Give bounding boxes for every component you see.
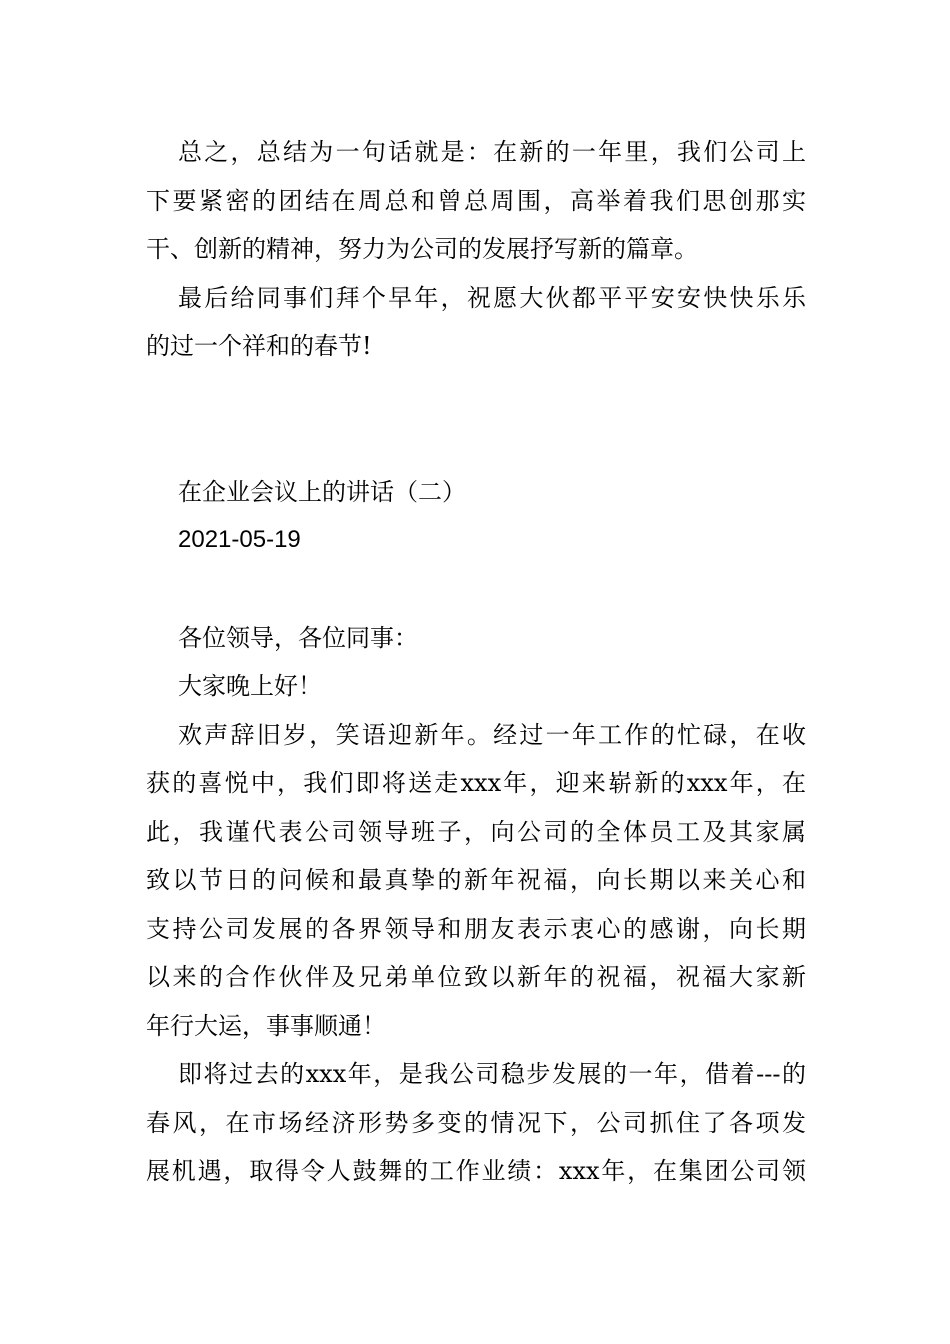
text-line: 总之，总结为一句话就是：在新的一年里，我们公司上 <box>178 138 806 166</box>
greeting-line: 各位领导，各位同事： <box>178 623 418 652</box>
article-title: 在企业会议上的讲话（二） <box>178 477 466 506</box>
text-line: 获的喜悦中，我们即将送走xxx年，迎来崭新的xxx年，在 <box>146 769 806 797</box>
text-line: 即将过去的xxx年，是我公司稳步发展的一年，借着---的 <box>178 1060 806 1088</box>
paragraph-summary <box>146 128 806 274</box>
text-line: 此，我谨代表公司领导班子，向公司的全体员工及其家属 <box>146 817 806 846</box>
spacer <box>146 565 806 614</box>
text-line: 欢声辞旧岁，笑语迎新年。经过一年工作的忙碌，在收 <box>178 720 806 749</box>
article-date: 2021-05-19 <box>178 526 301 553</box>
hello-line: 大家晚上好！ <box>178 672 322 700</box>
text-line: 最后给同事们拜个早年，祝愿大伙都平平安安快快乐乐 <box>178 283 806 312</box>
document-body <box>146 128 806 1196</box>
text-line: 下要紧密的团结在周总和曾总周围，高举着我们思创那实 <box>146 186 806 215</box>
paragraph-new-year-wishes <box>146 274 806 371</box>
text-line: 年行大运，事事顺通！ <box>146 1011 386 1040</box>
paragraph-farewell-old-year <box>146 711 806 1051</box>
text-line: 支持公司发展的各界领导和朋友表示衷心的感谢，向长期 <box>146 914 806 943</box>
text-line: 春风，在市场经济形势多变的情况下，公司抓住了各项发 <box>146 1108 806 1137</box>
paragraph-year-review <box>146 1050 806 1196</box>
text-line: 致以节日的问候和最真挚的新年祝福，向长期以来关心和 <box>146 866 806 894</box>
text-line: 干、创新的精神，努力为公司的发展抒写新的篇章。 <box>146 235 698 263</box>
text-line: 的过一个祥和的春节! <box>146 332 372 360</box>
spacer <box>146 371 806 468</box>
text-line: 展机遇，取得令人鼓舞的工作业绩：xxx年，在集团公司领 <box>146 1157 806 1185</box>
text-line: 以来的合作伙伴及兄弟单位致以新年的祝福，祝福大家新 <box>146 963 806 991</box>
